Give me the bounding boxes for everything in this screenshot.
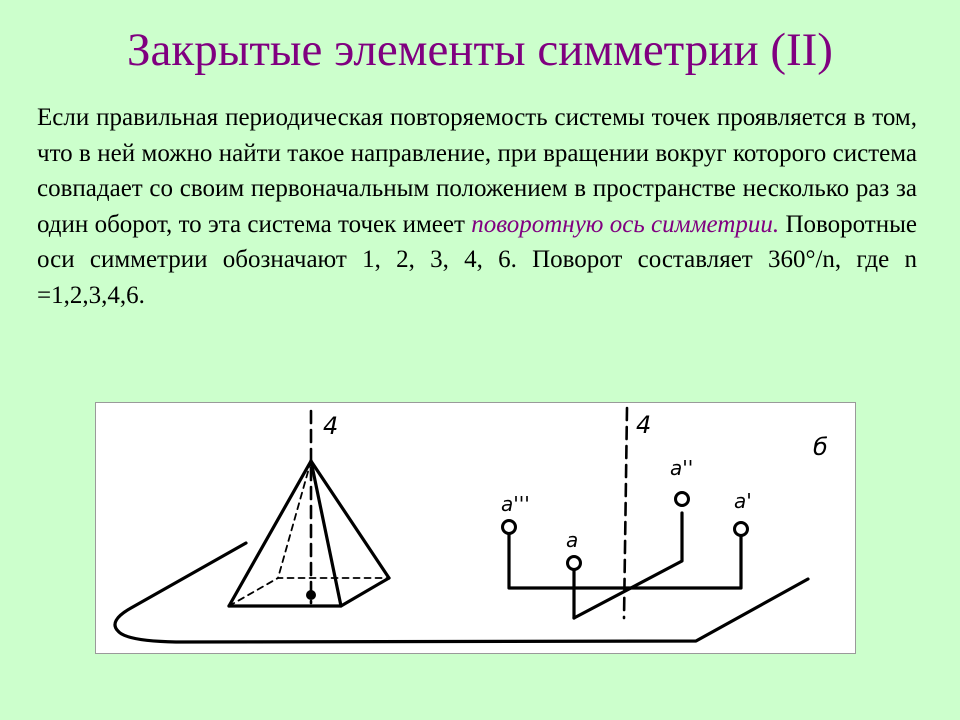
definition-paragraph — [37, 100, 917, 313]
slide-title: Закрытые элементы симметрии (II) — [127, 24, 833, 76]
point-a — [568, 557, 581, 570]
panel-label: б — [813, 433, 828, 461]
figure-drawing — [96, 403, 855, 653]
pyramid-axis-label: 4 — [323, 412, 339, 440]
paragraph-start: Если правильная периодическая повторяемость системы точек проявляется в том, что в ней можно найти такое направление, при вращении вокруг которого система совпадает со своим первоначальным положением в пространстве несколько раз за один оборот, то эта система точек имеет — [37, 104, 917, 238]
points-axis-label: 4 — [636, 411, 652, 439]
point-label-a: a — [566, 528, 579, 552]
point-label-a2: a'' — [670, 456, 694, 480]
point-a2 — [676, 493, 689, 506]
pyramid — [229, 461, 389, 606]
pyramid-base-center — [306, 590, 316, 600]
point-a1 — [735, 523, 748, 536]
point-a3 — [503, 521, 516, 534]
symmetry-axis-figure — [95, 402, 856, 654]
point-label-a1: a' — [734, 489, 752, 513]
point-label-a3: a''' — [501, 492, 530, 516]
base-plane — [115, 543, 808, 642]
paragraph-end: Поворотные оси симметрии обозначают 1, 2, 3, 4, 6. Поворот составляет 360°/n, где n =1,2,3,4,6. — [37, 210, 917, 309]
rotation-axis-term: поворотную ось симметрии. — [471, 210, 780, 238]
points-frame-diagonal — [574, 513, 682, 618]
